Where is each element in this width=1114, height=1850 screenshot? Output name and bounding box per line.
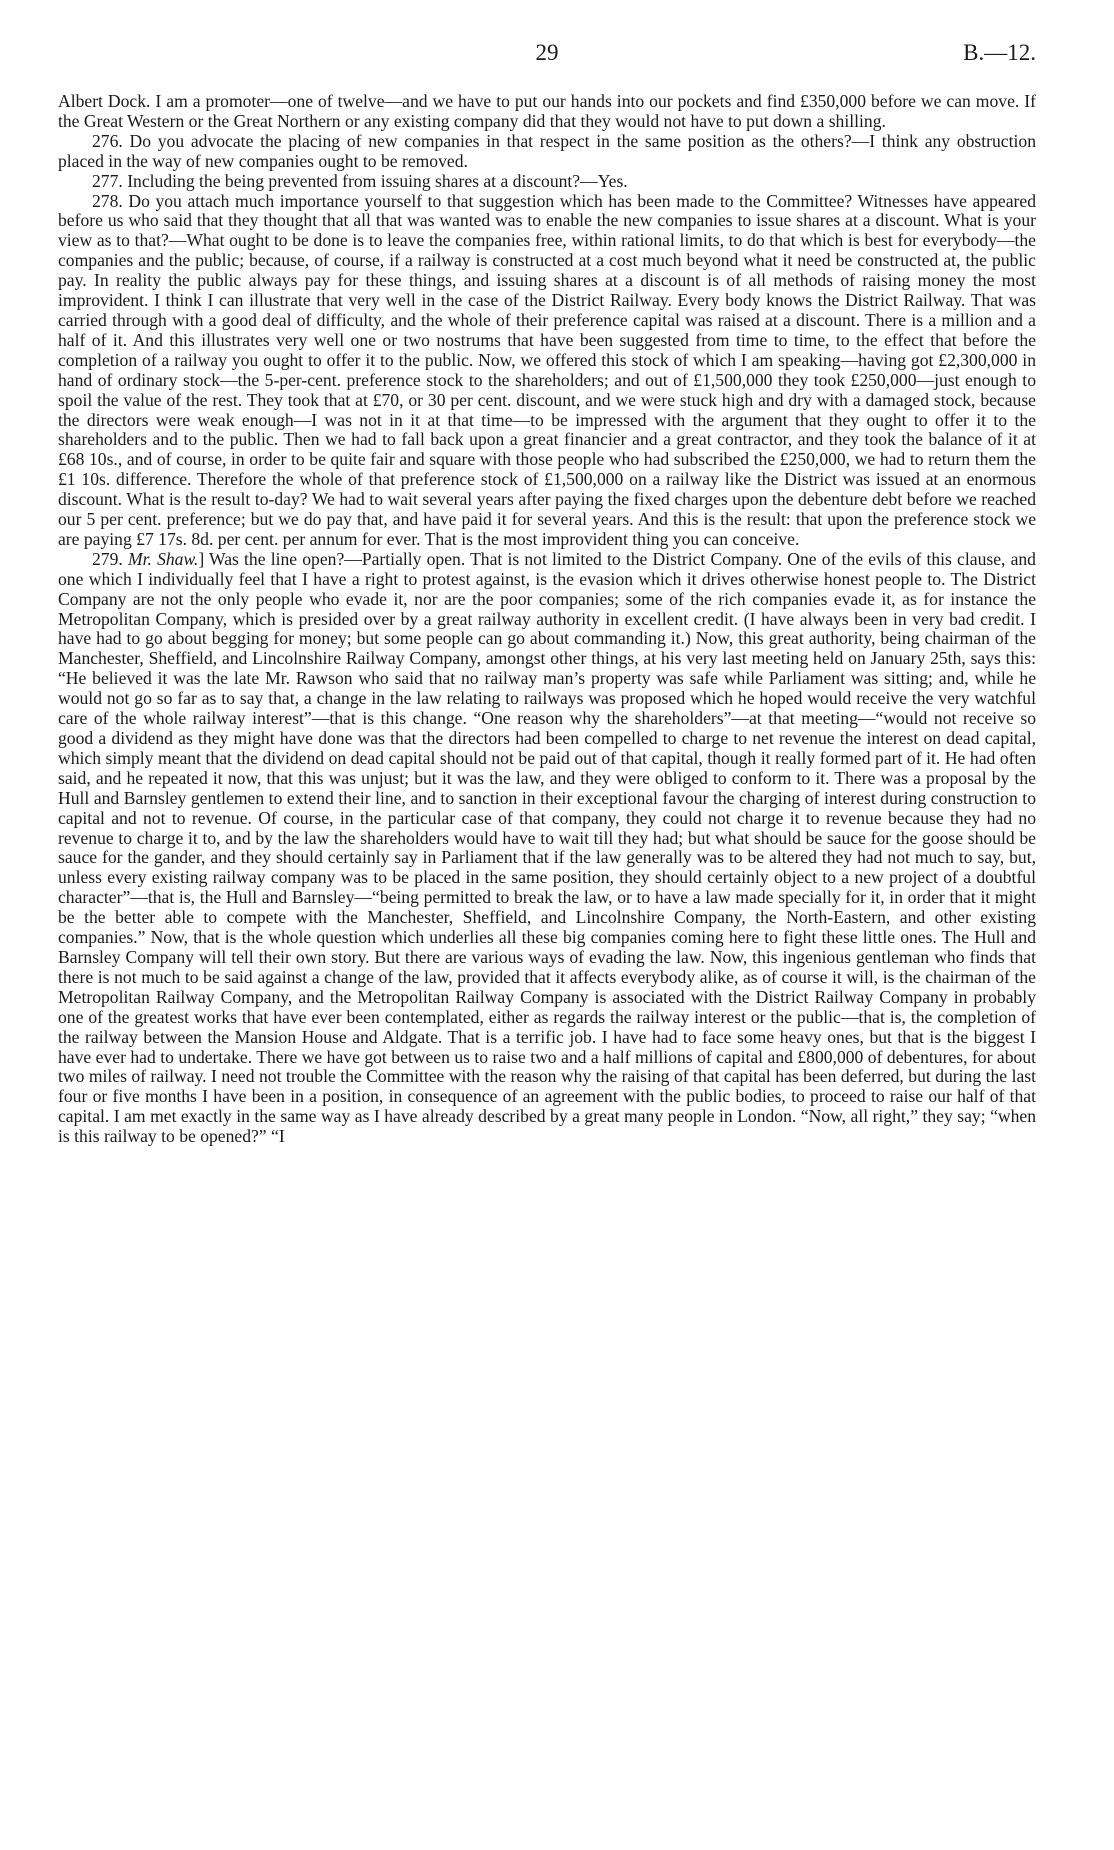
paragraph-continuation [58, 92, 1036, 132]
speaker-name: Mr. Shaw. [127, 548, 199, 569]
document-body [58, 92, 1036, 1147]
document-reference: B.—12. [963, 40, 1036, 65]
paragraph-text: 278. Do you attach much importance yourself to that suggestion which has been made to the Committee? Witnesses have appeared before us who said that they thought that all that was wanted was to enable the new companies to issue shares at a discount. What is your view as to that?—What ought to be done is to leave the companies free, within rational limits, to do that which is best for everybody—the companies and the public; because, of course, if a railway is constructed at a cost much beyond what it need be constructed at, the public pay. In reality the public always pay for these things, and issuing shares at a discount is of all methods of raising money the most improvident. I think I can illustrate that very well in the case of the District Railway. Every body knows the District Railway. That was carried through with a good deal of difficulty, and the whole of their preference capital was raised at a discount. There is a million and a half of it. And this illustrates very well one or two nostrums that have been suggested from time to time, to the effect that before the completion of a railway you ought to offer it to the public. Now, we offered this stock of which I am speaking—having got £2,300,000 in hand of ordinary stock—the 5-per-cent. preference stock to the shareholders; and out of £1,500,000 they took £250,000—just enough to spoil the value of the rest. They took that at £70, or 30 per cent. discount, and we were stuck high and dry with a damaged stock, because the directors were weak enough—I was not in it at that time—to be impressed with the argument that they ought to offer it to the shareholders and to the public. Then we had to fall back upon a great financier and a great contractor, and they took the balance of it at £68 10s., and of course, in order to be quite fair and square with those people who had subscribed the £250,000, we had to return them the £1 10s. difference. Therefore the whole of that preference stock of £1,500,000 on a railway like the District was issued at an enormous discount. What is the result to-day? We had to wait several years after paying the fixed charges upon the debenture debt before we reached our 5 per cent. preference; but we do pay that, and have paid it for several years. And this is the result: that upon the preference stock we are paying £7 17s. 8d. per cent. per annum for ever. That is the most improvident thing you can conceive. [58, 190, 1036, 549]
paragraph-text: ] Was the line open?—Partially open. That is not limited to the District Company. One of the evils of this clause, and one which I individually feel that I have a right to protest against, is the evasion which it drives otherwise honest people to. The District Company are not the only people who evade it, nor are the poor companies; some of the rich companies evade it, as for instance the Metropolitan Company, which is presided over by a great railway authority in excellent credit. (I have always been in very bad credit. I have had to go about begging for money; but some people can go about commanding it.) Now, this great authority, being chairman of the Manchester, Sheffield, and Lincolnshire Railway Company, amongst other things, at his very last meeting held on January 25th, says this: “He believed it was the late Mr. Rawson who said that no railway man’s property was safe while Parliament was sitting; and, while he would not go so far as to say that, a change in the law relating to railways was proposed which he hoped would receive the very watchful care of the whole railway interest”—that is this change. “One reason why the shareholders”—at that meeting—“would not receive so good a dividend as they might have done was that the directors had been compelled to charge to net revenue the interest on dead capital, which simply meant that the dividend on dead capital should not be paid out of that capital, though it really formed part of it. He had often said, and he repeated it now, that this was unjust; but it was the law, and they were obliged to conform to it. There was a proposal by the Hull and Barnsley gentlemen to extend their line, and to sanction in their exceptional favour the charging of interest during construction to capital and not to revenue. Of course, in the particular case of that company, they could not charge it to revenue because they had no revenue to charge it to, and by the law the shareholders would have to wait till they had; but what should be sauce for the goose should be sauce for the gander, and they should certainly say in Parliament that if the law generally was to be altered they had not much to say, but, unless every existing railway company was to be placed in the same position, they should certainly object to a new project of a doubtful character”—that is, the Hull and Barnsley—“being permitted to break the law, or to have a law made specially for it, in order that it might be the better able to compete with the Manchester, Sheffield, and Lincolnshire Company, the North-Eastern, and other existing companies.” Now, that is the whole question which underlies all these big companies coming here to fight these little ones. The Hull and Barnsley Company will tell their own story. But there are various ways of evading the law. Now, this ingenious gentleman who finds that there is not much to be said against a change of the law, provided that it affects everybody alike, as of course it will, is the chairman of the Metropolitan Railway Company, and the Metropolitan Railway Company is associated with the District Railway Company in probably one of the greatest works that have ever been contemplated, either as regards the railway interest or the public—that is, the completion of the railway between the Mansion House and Aldgate. That is a terrific job. I have had to face some heavy ones, but that is the biggest I have ever had to undertake. There we have got between us to raise two and a half millions of capital and £800,000 of debentures, for about two miles of railway. I need not trouble the Committee with the reason why the raising of that capital has been deferred, but during the last four or five months I have been in a position, in consequence of an agreement with the public bodies, to proceed to raise our half of that capital. I am met exactly in the same way as I have already described by a great many people in London. “Now, all right,” they say; “when is this railway to be opened?” “I [58, 548, 1036, 1147]
question-number: 279. [92, 548, 123, 569]
paragraph-278 [58, 192, 1036, 550]
paragraph-279 [58, 550, 1036, 1147]
paragraph-text: 276. Do you advocate the placing of new companies in that respect in the same position as the others?—I think any obstruction placed in the way of new companies ought to be removed. [58, 130, 1036, 171]
paragraph-text: Albert Dock. I am a promoter—one of twelve—and we have to put our hands into our pockets and find £350,000 before we can move. If the Great Western or the Great Northern or any existing company did that they would not have to put down a shilling. [58, 91, 1036, 131]
paragraph-276 [58, 132, 1036, 172]
paragraph-277 [58, 172, 1036, 192]
page-header [58, 40, 1036, 74]
page-number: 29 [535, 40, 559, 65]
paragraph-text: 277. Including the being prevented from issuing shares at a discount?—Yes. [92, 170, 628, 191]
